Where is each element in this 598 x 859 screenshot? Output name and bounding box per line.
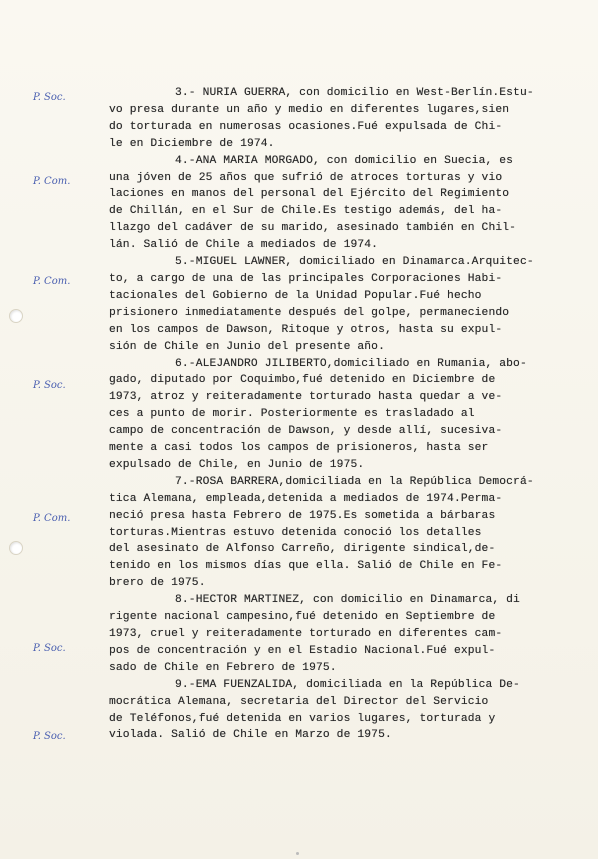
entry-line: tenido en los mismos días que ella. Salió de Chile en Fe- — [109, 560, 503, 573]
entry-line: brero de 1975. — [109, 577, 206, 590]
entry-line: neció presa hasta Febrero de 1975.Es sometida a bárbaras — [109, 509, 496, 522]
entry-line: 4.-ANA MARIA MORGADO, con domicilio en Suecia, es — [175, 154, 514, 167]
entry-line: do torturada en numerosas ocasiones.Fué expulsada de Chi- — [109, 120, 503, 133]
entry-line: violada. Salió de Chile en Marzo de 1975. — [109, 729, 392, 742]
margin-note: P. Com. — [33, 276, 71, 287]
entry-line: en los campos de Dawson, Ritoque y otros, hasta su expul- — [109, 323, 503, 336]
entry-line: gado, diputado por Coquimbo,fué detenido en Diciembre de — [109, 374, 496, 387]
entry-line: rigente nacional campesino,fué detenido en Septiembre de — [109, 611, 496, 624]
entry-line: ces a punto de morir. Posteriormente es trasladado al — [109, 408, 475, 421]
entry-line: 8.-HECTOR MARTINEZ, con domicilio en Dinamarca, di — [175, 594, 520, 607]
entry-line: 3.- NURIA GUERRA, con domicilio en West-Berlín.Estu- — [175, 87, 534, 99]
entry-line: sión de Chile en Junio del presente año. — [109, 340, 385, 353]
entry-4 — [109, 153, 549, 254]
entry-line: llazgo del cadáver de su marido, asesinado también en Chil- — [109, 222, 517, 235]
margin-note: P. Com. — [33, 176, 71, 187]
margin-note: P. Soc. — [33, 643, 66, 654]
entry-line: 6.-ALEJANDRO JILIBERTO,domiciliado en Rumania, abo- — [175, 357, 527, 370]
margin-note: P. Soc. — [33, 380, 66, 391]
entry-line: tica Alemana, empleada,detenida a mediados de 1974.Perma- — [109, 492, 503, 505]
entry-6 — [109, 356, 549, 474]
entry-line: sado de Chile en Febrero de 1975. — [109, 661, 337, 674]
entry-line: to, a cargo de una de las principales Corporaciones Habi- — [109, 272, 503, 285]
entry-line: expulsado de Chile, en Junio de 1975. — [109, 458, 365, 471]
entry-line: de Teléfonos,fué detenida en varios lugares, torturada y — [109, 712, 496, 725]
page-mark — [296, 852, 299, 855]
margin-note: P. Com. — [33, 513, 71, 524]
entry-line: mocrática Alemana, secretaria del Director del Servicio — [109, 695, 489, 708]
entry-line: mente a casi todos los campos de prisioneros, hasta ser — [109, 442, 489, 455]
entry-line: 1973, atroz y reiteradamente torturado hasta quedar a ve- — [109, 391, 503, 404]
entry-line: de Chillán, en el Sur de Chile.Es testigo además, del ha- — [109, 205, 503, 218]
entry-line: laciones en manos del personal del Ejército del Regimiento — [109, 188, 510, 201]
entry-line: una jóven de 25 años que sufrió de atroces torturas y vio — [109, 171, 503, 184]
entry-line: campo de concentración de Dawson, y desde allí, sucesiva- — [109, 425, 503, 438]
entry-5 — [109, 254, 549, 355]
entry-line: 5.-MIGUEL LAWNER, domiciliado en Dinamarca.Arquitec- — [175, 256, 534, 269]
entry-line: 9.-EMA FUENZALIDA, domiciliada en la República De- — [175, 678, 520, 691]
entry-8 — [109, 592, 549, 677]
entry-line: 1973, cruel y reiteradamente torturado en diferentes cam- — [109, 628, 503, 640]
entry-3 — [109, 85, 549, 153]
punch-hole — [9, 309, 23, 323]
entry-line: lán. Salió de Chile a mediados de 1974. — [109, 239, 379, 252]
entry-line: le en Diciembre de 1974. — [109, 137, 275, 150]
entry-line: pos de concentración y en el Estadio Nacional.Fué expul- — [109, 644, 496, 657]
entry-line: prisionero inmediatamente después del golpe, permaneciendo — [109, 306, 510, 319]
entry-7 — [109, 474, 549, 592]
entry-line: del asesinato de Alfonso Carreño, dirigente sindical,de- — [109, 543, 496, 556]
entries-list — [109, 85, 549, 744]
entry-line: vo presa durante un año y medio en diferentes lugares,sien — [109, 103, 510, 116]
entry-9 — [109, 677, 549, 745]
entry-line: 7.-ROSA BARRERA,domiciliada en la República Democrá- — [175, 475, 534, 488]
margin-note: P. Soc. — [33, 731, 66, 742]
entry-line: torturas.Mientras estuvo detenida conoció los detalles — [109, 526, 482, 539]
entry-line: tacionales del Gobierno de la Unidad Popular.Fué hecho — [109, 289, 482, 302]
punch-hole — [9, 541, 23, 555]
margin-note: P. Soc. — [33, 92, 66, 103]
